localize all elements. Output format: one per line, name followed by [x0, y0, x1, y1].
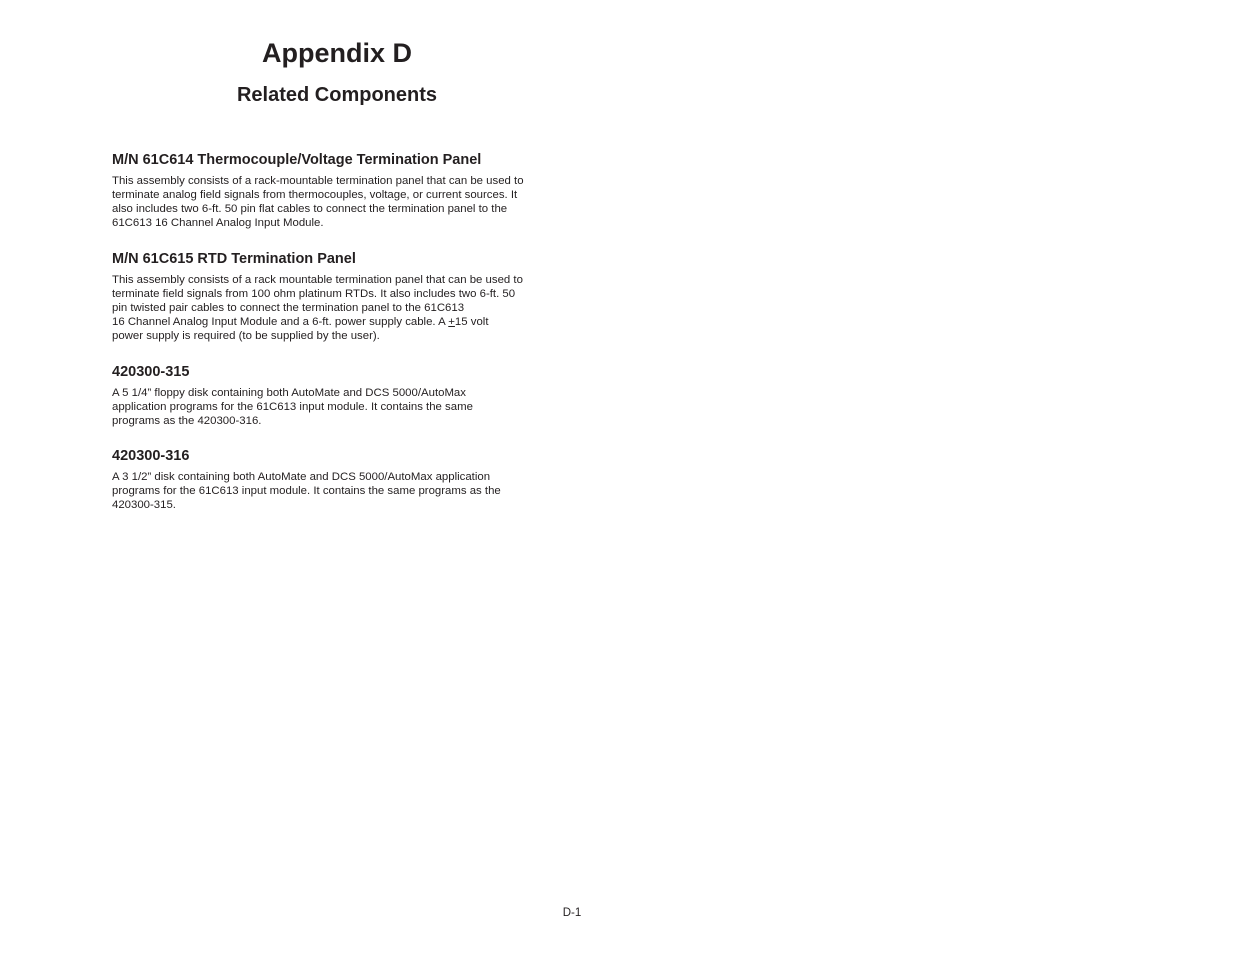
section-body	[112, 386, 564, 428]
page-title: Appendix D	[261, 38, 412, 68]
body-line: application programs for the 61C613 input module. It contains the same	[112, 401, 473, 413]
plus-minus-symbol: +	[448, 316, 455, 328]
body-line: This assembly consists of a rack mountable termination panel that can be used to	[112, 274, 523, 286]
section-heading: 420300-315	[112, 364, 190, 380]
page-number: D-1	[562, 907, 582, 919]
section-420300-316	[112, 447, 564, 512]
body-line: terminate analog field signals from thermocouples, voltage, or current sources. It	[112, 189, 518, 201]
body-line: A 5 1/4” floppy disk containing both AutoMate and DCS 5000/AutoMax	[112, 387, 466, 399]
body-line: programs for the 61C613 input module. It contains the same programs as the	[112, 485, 501, 497]
body-line: programs as the 420300-316.	[112, 415, 262, 427]
body-line: 420300-315.	[112, 499, 176, 511]
body-line: A 3 1/2” disk containing both AutoMate and DCS 5000/AutoMax application	[112, 471, 491, 483]
body-line: pin twisted pair cables to connect the termination panel to the 61C613	[112, 302, 465, 314]
body-line: also includes two 6-ft. 50 pin flat cables to connect the termination panel to the	[112, 203, 508, 215]
section-heading: M/N 61C615 RTD Termination Panel	[112, 251, 356, 267]
section-61c615	[112, 250, 564, 343]
section-body	[112, 273, 564, 343]
section-heading: 420300-316	[112, 448, 190, 464]
section-heading: M/N 61C614 Thermocouple/Voltage Termination Panel	[112, 152, 482, 168]
body-line: 61C613 16 Channel Analog Input Module.	[112, 217, 324, 229]
body-line: This assembly consists of a rack-mountable termination panel that can be used to	[112, 175, 524, 187]
body-line: terminate field signals from 100 ohm platinum RTDs. It also includes two 6-ft. 50	[112, 288, 516, 300]
section-61c614	[112, 151, 564, 230]
body-line: 16 Channel Analog Input Module and a 6-ft. power supply cable. A	[112, 316, 449, 328]
section-420300-315	[112, 363, 564, 428]
section-body	[112, 470, 564, 512]
section-body	[112, 174, 564, 230]
body-line: 15 volt	[454, 316, 489, 328]
body-line: power supply is required (to be supplied by the user).	[112, 330, 380, 342]
page-subtitle: Related Components	[236, 84, 438, 106]
